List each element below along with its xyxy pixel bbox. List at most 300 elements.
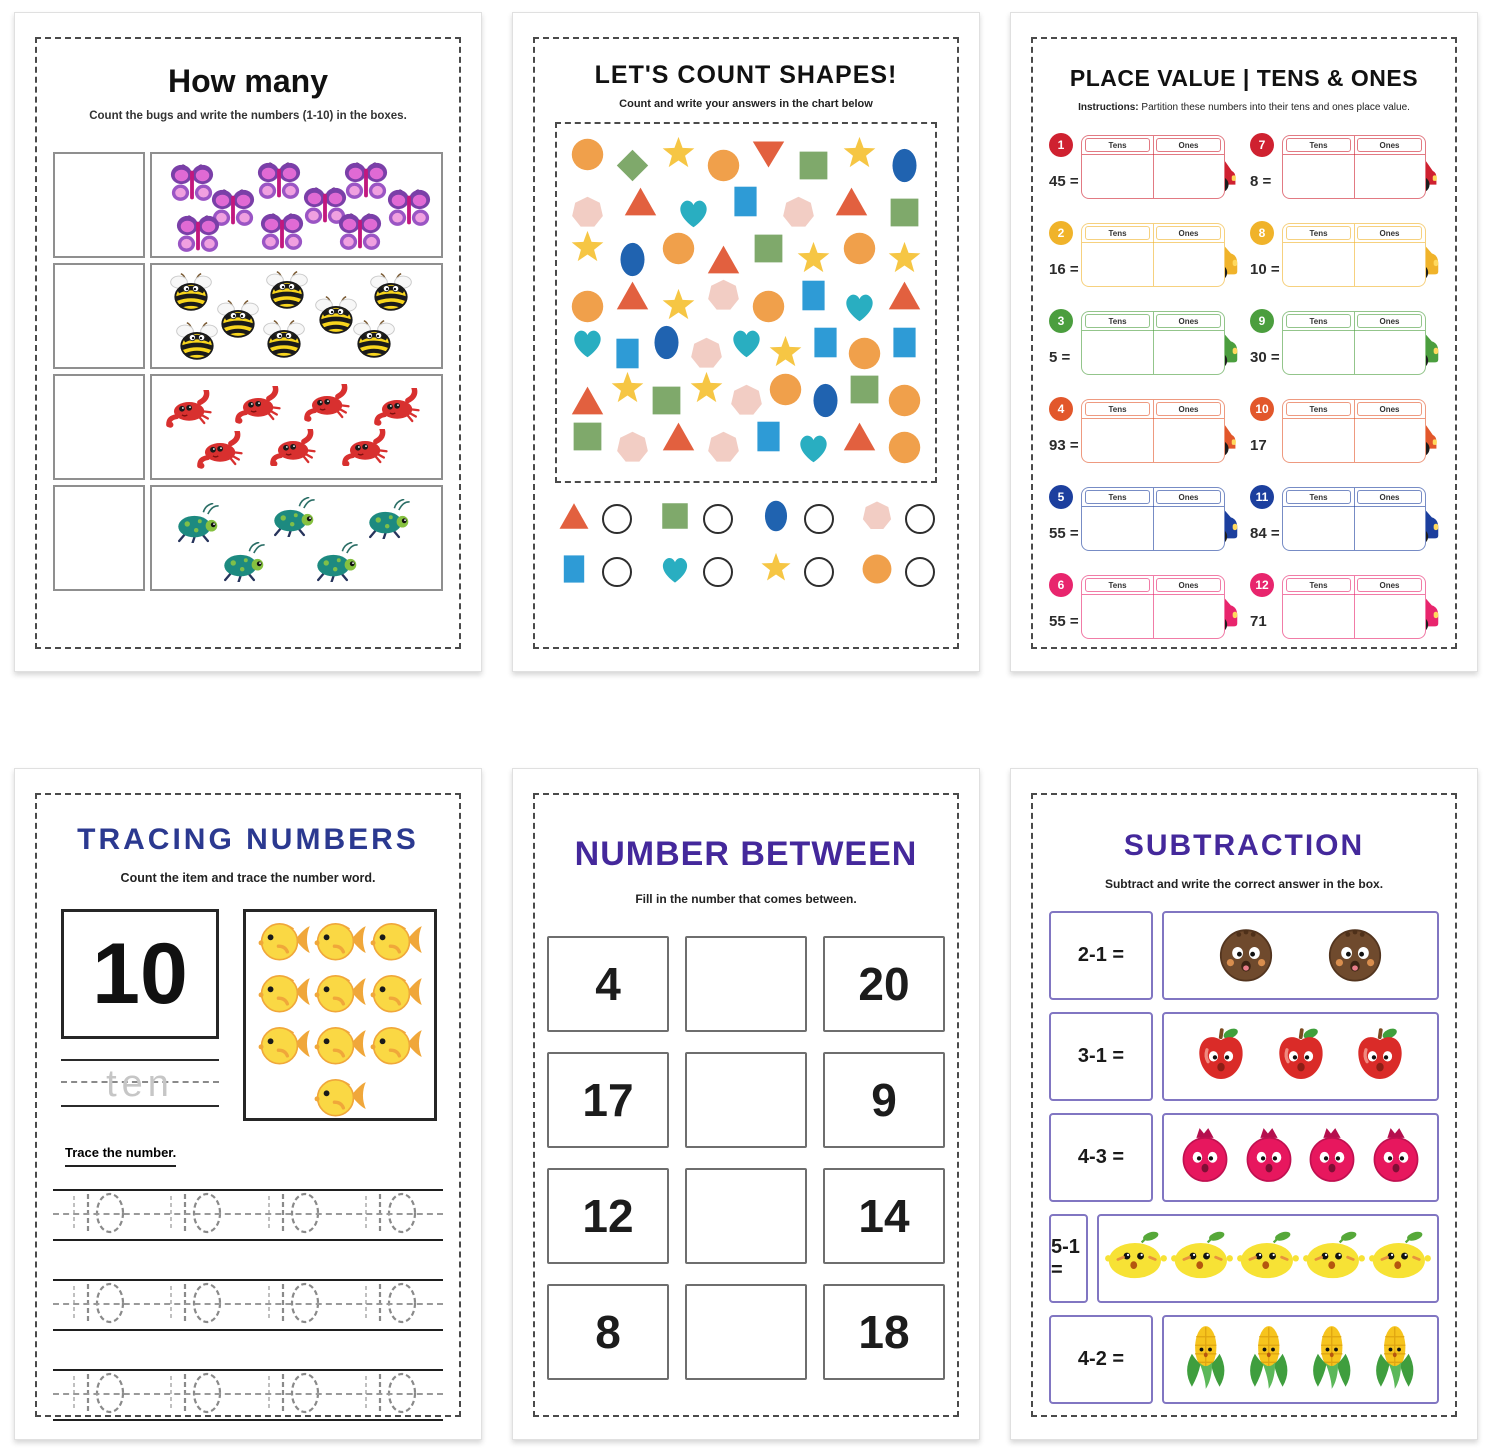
number-between-title: NUMBER BETWEEN bbox=[574, 835, 918, 873]
triangle-shape-wrap bbox=[833, 183, 870, 225]
beetle-icon bbox=[268, 497, 320, 537]
pomegranate-wrap bbox=[1369, 1126, 1423, 1189]
circle-shape-icon bbox=[569, 288, 606, 325]
place-value-item-7 bbox=[1250, 127, 1439, 211]
trace-line-2 bbox=[53, 1279, 443, 1331]
number-cell: 18 bbox=[823, 1284, 945, 1380]
item-number-badge: 10 bbox=[1250, 397, 1274, 421]
coconut-items-box bbox=[1162, 911, 1439, 1000]
fish-row-1 bbox=[256, 916, 424, 968]
heptagon-shape-icon bbox=[688, 335, 725, 372]
apple-icon bbox=[1274, 1025, 1328, 1083]
place-value-problem: 55 = bbox=[1049, 525, 1079, 542]
coconut-icon bbox=[1216, 923, 1276, 983]
star-shape-icon bbox=[795, 241, 832, 278]
answer-circle-triangle bbox=[602, 504, 632, 534]
place-value-grid bbox=[1049, 127, 1439, 651]
lemon-wrap bbox=[1235, 1230, 1301, 1287]
circle-shape-wrap bbox=[705, 147, 742, 189]
fish-icon bbox=[312, 1072, 368, 1119]
beetle-icon-wrap bbox=[311, 542, 363, 587]
tens-header: Tens bbox=[1085, 226, 1150, 240]
butterfly-icon bbox=[256, 160, 302, 204]
beetle-icon bbox=[363, 499, 415, 539]
bee-icon-wrap bbox=[259, 318, 309, 366]
place-value-item-9 bbox=[1250, 303, 1439, 387]
answer-circle-square bbox=[703, 504, 733, 534]
circle-shape-wrap bbox=[886, 429, 923, 471]
traceable-number bbox=[167, 1370, 231, 1421]
butterfly-icon-wrap bbox=[343, 160, 389, 209]
place-value-item-2 bbox=[1049, 215, 1238, 299]
triangle-shape-wrap bbox=[705, 241, 742, 283]
heptagon-shape-icon bbox=[569, 194, 606, 231]
big-number-box: 10 bbox=[61, 909, 219, 1039]
fish-wrap bbox=[368, 968, 424, 1020]
subtraction-frame bbox=[1031, 793, 1457, 1417]
oval-shape-icon bbox=[759, 499, 793, 533]
tens-ones-table bbox=[1282, 135, 1426, 199]
star-shape-wrap bbox=[688, 371, 725, 413]
bugs-cell-beetle bbox=[150, 485, 443, 591]
beetle-icon bbox=[172, 503, 224, 543]
corn-wrap bbox=[1370, 1324, 1420, 1395]
worksheet-count-shapes bbox=[512, 12, 980, 672]
rect-answer-pair bbox=[557, 552, 632, 591]
rect-shape-icon bbox=[807, 324, 844, 361]
item-number-badge: 9 bbox=[1250, 309, 1274, 333]
square-shape-wrap bbox=[886, 194, 923, 236]
answer-circle-heart bbox=[703, 557, 733, 587]
triangle-shape-icon bbox=[705, 241, 742, 278]
place-value-instructions bbox=[1049, 102, 1439, 113]
ones-header: Ones bbox=[1156, 138, 1221, 152]
butterfly-icon bbox=[169, 162, 215, 206]
butterfly-icon-wrap bbox=[169, 162, 215, 211]
bee-icon-wrap bbox=[172, 320, 222, 368]
rect-shape-wrap bbox=[807, 324, 844, 366]
trace-10-icon bbox=[70, 1370, 134, 1416]
tens-header: Tens bbox=[1085, 138, 1150, 152]
tracing-subtitle: Count the item and trace the number word. bbox=[120, 871, 376, 885]
tens-ones-table bbox=[1081, 223, 1225, 287]
bugs-cell-butterfly bbox=[150, 152, 443, 258]
number-cell: 9 bbox=[823, 1052, 945, 1148]
trace-line-1 bbox=[53, 1189, 443, 1241]
item-number-badge: 1 bbox=[1049, 133, 1073, 157]
table-divider-line bbox=[1354, 312, 1355, 374]
oval-answer-pair bbox=[759, 499, 834, 538]
circle-shape-wrap bbox=[860, 552, 894, 591]
bee-icon-wrap bbox=[166, 271, 216, 319]
how-many-row-crab bbox=[53, 374, 443, 480]
item-number-badge: 4 bbox=[1049, 397, 1073, 421]
heptagon-shape-wrap bbox=[705, 277, 742, 319]
blank-answer-cell bbox=[685, 936, 807, 1032]
blank-answer-cell bbox=[685, 1168, 807, 1264]
place-value-problem: 17 bbox=[1250, 437, 1267, 454]
crab-icon bbox=[340, 429, 392, 466]
butterfly-icon bbox=[259, 211, 305, 255]
fish-row-2 bbox=[256, 968, 424, 1020]
instructions-text: Partition these numbers into their tens and ones place value. bbox=[1138, 102, 1410, 113]
number-between-grid bbox=[551, 936, 941, 1380]
tens-header: Tens bbox=[1286, 578, 1351, 592]
circle-shape-wrap bbox=[767, 371, 804, 413]
number-cell: 14 bbox=[823, 1168, 945, 1264]
answer-circle-oval bbox=[804, 504, 834, 534]
tens-ones-table bbox=[1282, 487, 1426, 551]
butterfly-icon bbox=[337, 211, 383, 255]
traceable-number bbox=[362, 1370, 426, 1421]
answer-chart-row-2 bbox=[557, 552, 935, 591]
fish-wrap bbox=[256, 916, 312, 968]
oval-shape-icon bbox=[886, 147, 923, 184]
coconut-wrap bbox=[1216, 923, 1276, 988]
place-value-item-10 bbox=[1250, 391, 1439, 475]
shapes-row-1 bbox=[567, 136, 925, 183]
fish-icon bbox=[368, 916, 424, 963]
beetle-icon bbox=[218, 542, 270, 582]
oval-shape-wrap bbox=[614, 241, 651, 283]
star-shape-wrap bbox=[767, 335, 804, 377]
circle-shape-icon bbox=[860, 552, 894, 586]
beetle-icon-wrap bbox=[363, 499, 415, 544]
tens-header: Tens bbox=[1085, 578, 1150, 592]
subtraction-rows bbox=[1049, 911, 1439, 1404]
fish-icon bbox=[312, 916, 368, 963]
fish-wrap bbox=[256, 968, 312, 1020]
item-number-badge: 6 bbox=[1049, 573, 1073, 597]
fish-row-4 bbox=[256, 1072, 424, 1124]
fish-row-3 bbox=[256, 1020, 424, 1072]
table-divider-line bbox=[1354, 576, 1355, 638]
butterfly-icon bbox=[175, 213, 221, 257]
bee-icon-wrap bbox=[262, 269, 312, 317]
corn-wrap bbox=[1181, 1324, 1231, 1395]
shapes-scatter-box bbox=[555, 122, 937, 483]
trace-rows bbox=[53, 1189, 443, 1421]
trace-10-icon bbox=[167, 1280, 231, 1326]
heptagon-shape-icon bbox=[728, 382, 765, 419]
tens-ones-table bbox=[1081, 399, 1225, 463]
lemon-wrap bbox=[1169, 1230, 1235, 1287]
ones-header: Ones bbox=[1357, 490, 1422, 504]
table-divider-line bbox=[1354, 136, 1355, 198]
tens-ones-table bbox=[1081, 487, 1225, 551]
heart-shape-wrap bbox=[675, 194, 712, 236]
heptagon-shape-icon bbox=[780, 194, 817, 231]
fish-wrap bbox=[312, 1072, 368, 1124]
tracing-left-column bbox=[61, 909, 219, 1121]
how-many-row-butterfly bbox=[53, 152, 443, 258]
place-value-problem: 30 = bbox=[1250, 349, 1280, 366]
heart-answer-pair bbox=[658, 552, 733, 591]
tens-header: Tens bbox=[1085, 314, 1150, 328]
ones-header: Ones bbox=[1357, 578, 1422, 592]
star-shape-icon bbox=[767, 335, 804, 372]
heart-shape-icon bbox=[841, 288, 878, 325]
star-shape-wrap bbox=[609, 371, 646, 413]
triangle-shape-wrap bbox=[557, 499, 591, 538]
shapes-row-2 bbox=[567, 183, 925, 230]
place-value-item-4 bbox=[1049, 391, 1238, 475]
heptagon-shape-wrap bbox=[860, 499, 894, 538]
bee-icon bbox=[166, 271, 216, 314]
star-shape-wrap bbox=[886, 241, 923, 283]
place-value-problem: 84 = bbox=[1250, 525, 1280, 542]
oval-shape-wrap bbox=[886, 147, 923, 189]
tracing-top-section bbox=[53, 909, 443, 1121]
number-between-row-1 bbox=[547, 936, 945, 1032]
tens-ones-table bbox=[1081, 575, 1225, 639]
lemon-icon bbox=[1169, 1230, 1235, 1282]
shapes-row-3 bbox=[567, 230, 925, 277]
traceable-number bbox=[362, 1190, 426, 1241]
corn-icon bbox=[1244, 1324, 1294, 1390]
circle-shape-icon bbox=[569, 136, 606, 173]
place-value-item-11 bbox=[1250, 479, 1439, 563]
place-value-item-6 bbox=[1049, 567, 1238, 651]
trace-10-icon bbox=[167, 1190, 231, 1236]
item-number-badge: 11 bbox=[1250, 485, 1274, 509]
blank-answer-cell bbox=[685, 1284, 807, 1380]
pomegranate-icon bbox=[1305, 1126, 1359, 1184]
fish-icon bbox=[256, 1020, 312, 1067]
lemon-icon bbox=[1367, 1230, 1433, 1282]
apple-wrap bbox=[1274, 1025, 1328, 1088]
worksheet-collage bbox=[14, 12, 1478, 1440]
lemon-icon bbox=[1103, 1230, 1169, 1282]
butterfly-icon-wrap bbox=[386, 187, 432, 236]
fish-count-box bbox=[243, 909, 437, 1121]
worksheet-subtraction bbox=[1010, 768, 1478, 1440]
circle-shape-icon bbox=[886, 429, 923, 466]
trace-10-icon bbox=[70, 1190, 134, 1236]
tens-ones-table bbox=[1081, 135, 1225, 199]
subtraction-row-coconut bbox=[1049, 911, 1439, 1000]
butterfly-icon-wrap bbox=[337, 211, 383, 260]
pomegranate-icon bbox=[1369, 1126, 1423, 1184]
answer-circle-circle bbox=[905, 557, 935, 587]
number-cell: 8 bbox=[547, 1284, 669, 1380]
pomegranate-wrap bbox=[1178, 1126, 1232, 1189]
place-value-problem: 55 = bbox=[1049, 613, 1079, 630]
heart-shape-wrap bbox=[569, 324, 606, 366]
table-divider-line bbox=[1354, 488, 1355, 550]
shapes-answer-chart bbox=[551, 499, 941, 591]
triangle-shape-wrap bbox=[622, 183, 659, 225]
trace-10-icon bbox=[265, 1370, 329, 1416]
corn-items-box bbox=[1162, 1315, 1439, 1404]
worksheet-number-between bbox=[512, 768, 980, 1440]
worksheet-tracing-numbers bbox=[14, 768, 482, 1440]
circle-shape-wrap bbox=[886, 382, 923, 424]
tens-header: Tens bbox=[1286, 138, 1351, 152]
heptagon-answer-pair bbox=[860, 499, 935, 538]
coconut-wrap bbox=[1325, 923, 1385, 988]
answer-circle-star bbox=[804, 557, 834, 587]
tracing-title: TRACING NUMBERS bbox=[77, 823, 419, 856]
triangle-shape-wrap bbox=[660, 418, 697, 460]
circle-shape-icon bbox=[841, 230, 878, 267]
star-shape-wrap bbox=[841, 136, 878, 178]
answer-box-butterfly bbox=[53, 152, 145, 258]
crab-icon-wrap bbox=[195, 431, 247, 473]
square-shape-icon bbox=[886, 194, 923, 231]
traceable-number bbox=[167, 1280, 231, 1331]
corn-icon bbox=[1370, 1324, 1420, 1390]
beetle-icon-wrap bbox=[218, 542, 270, 587]
crab-icon bbox=[233, 386, 285, 423]
heart-shape-wrap bbox=[658, 552, 692, 591]
heart-shape-wrap bbox=[728, 324, 765, 366]
star-shape-icon bbox=[660, 136, 697, 173]
square-shape-wrap bbox=[648, 382, 685, 424]
subtraction-row-pomegranate bbox=[1049, 1113, 1439, 1202]
apple-wrap bbox=[1194, 1025, 1248, 1088]
worksheet-place-value bbox=[1010, 12, 1478, 672]
triangle-shape-wrap bbox=[569, 382, 606, 424]
trace-10-icon bbox=[265, 1190, 329, 1236]
subtraction-row-lemon bbox=[1049, 1214, 1439, 1303]
diamond-shape-wrap bbox=[614, 147, 651, 189]
table-divider-line bbox=[1354, 224, 1355, 286]
tens-header: Tens bbox=[1085, 490, 1150, 504]
traceable-number bbox=[70, 1280, 134, 1331]
lemon-wrap bbox=[1301, 1230, 1367, 1287]
heart-shape-icon bbox=[675, 194, 712, 231]
blank-answer-cell bbox=[685, 1052, 807, 1148]
triangle-shape-wrap bbox=[841, 418, 878, 460]
butterfly-icon bbox=[343, 160, 389, 204]
bee-icon-wrap bbox=[366, 271, 416, 319]
bee-icon-wrap bbox=[349, 318, 399, 366]
how-many-rows bbox=[53, 152, 443, 591]
star-shape-icon bbox=[660, 288, 697, 325]
worksheet-how-many bbox=[14, 12, 482, 672]
place-value-item-12 bbox=[1250, 567, 1439, 651]
circle-shape-wrap bbox=[846, 335, 883, 377]
heptagon-shape-wrap bbox=[688, 335, 725, 377]
trace-10-icon bbox=[167, 1370, 231, 1416]
heptagon-shape-wrap bbox=[780, 194, 817, 236]
heart-shape-wrap bbox=[841, 288, 878, 330]
item-number-badge: 7 bbox=[1250, 133, 1274, 157]
bee-icon bbox=[259, 318, 309, 361]
star-shape-wrap bbox=[795, 241, 832, 283]
crab-icon bbox=[268, 429, 320, 466]
rect-shape-wrap bbox=[727, 183, 764, 225]
number-between-row-4 bbox=[547, 1284, 945, 1380]
heptagon-shape-wrap bbox=[569, 194, 606, 236]
circle-shape-icon bbox=[846, 335, 883, 372]
answer-circle-rect bbox=[602, 557, 632, 587]
number-between-subtitle: Fill in the number that comes between. bbox=[635, 892, 857, 906]
pomegranate-wrap bbox=[1242, 1126, 1296, 1189]
tens-header: Tens bbox=[1085, 402, 1150, 416]
butterfly-icon bbox=[386, 187, 432, 231]
heptagon-shape-icon bbox=[860, 499, 894, 533]
heptagon-shape-wrap bbox=[614, 429, 651, 471]
place-value-problem: 71 bbox=[1250, 613, 1267, 630]
answer-box-beetle bbox=[53, 485, 145, 591]
fish-wrap bbox=[368, 916, 424, 968]
traceable-number bbox=[167, 1190, 231, 1241]
oval-shape-icon bbox=[614, 241, 651, 278]
place-value-frame bbox=[1031, 37, 1457, 649]
heart-shape-icon bbox=[795, 429, 832, 466]
ones-header: Ones bbox=[1357, 138, 1422, 152]
place-value-problem: 45 = bbox=[1049, 173, 1079, 190]
answer-box-crab bbox=[53, 374, 145, 480]
ones-header: Ones bbox=[1156, 226, 1221, 240]
number-cell: 20 bbox=[823, 936, 945, 1032]
ones-header: Ones bbox=[1357, 314, 1422, 328]
bee-icon bbox=[262, 269, 312, 312]
table-divider-line bbox=[1153, 488, 1154, 550]
place-value-problem: 16 = bbox=[1049, 261, 1079, 278]
tens-ones-table bbox=[1282, 399, 1426, 463]
subtraction-row-corn bbox=[1049, 1315, 1439, 1404]
crab-icon-wrap bbox=[340, 429, 392, 471]
tens-ones-table bbox=[1282, 223, 1426, 287]
apple-icon bbox=[1353, 1025, 1407, 1083]
beetle-icon-wrap bbox=[172, 503, 224, 548]
crab-icon-wrap bbox=[372, 388, 424, 430]
heart-shape-wrap bbox=[795, 429, 832, 471]
corn-icon bbox=[1307, 1324, 1357, 1390]
number-between-frame bbox=[533, 793, 959, 1417]
square-shape-icon bbox=[648, 382, 685, 419]
shapes-row-6 bbox=[567, 371, 925, 418]
beetle-icon bbox=[311, 542, 363, 582]
trace-number-label: Trace the number. bbox=[65, 1145, 176, 1167]
how-many-title: How many bbox=[167, 63, 329, 99]
oval-shape-wrap bbox=[648, 324, 685, 366]
square-shape-icon bbox=[658, 499, 692, 533]
item-number-badge: 8 bbox=[1250, 221, 1274, 245]
bee-icon bbox=[366, 271, 416, 314]
square-shape-wrap bbox=[795, 147, 832, 189]
traceable-number bbox=[70, 1370, 134, 1421]
beetle-icon-wrap bbox=[268, 497, 320, 542]
shapes-row-7 bbox=[567, 418, 925, 465]
lemon-icon bbox=[1301, 1230, 1367, 1282]
how-many-row-beetle bbox=[53, 485, 443, 591]
subtraction-subtitle: Subtract and write the correct answer in the box. bbox=[1104, 877, 1384, 891]
lemon-items-box bbox=[1097, 1214, 1439, 1303]
place-value-item-5 bbox=[1049, 479, 1238, 563]
rect-shape-icon bbox=[886, 324, 923, 361]
lemon-icon bbox=[1235, 1230, 1301, 1282]
circle-shape-icon bbox=[886, 382, 923, 419]
number-cell: 4 bbox=[547, 936, 669, 1032]
number-between-row-3 bbox=[547, 1168, 945, 1264]
bee-icon bbox=[349, 318, 399, 361]
rect-shape-wrap bbox=[557, 552, 591, 591]
table-divider-line bbox=[1354, 400, 1355, 462]
place-value-problem: 10 = bbox=[1250, 261, 1280, 278]
answer-circle-heptagon bbox=[905, 504, 935, 534]
number-cell: 17 bbox=[547, 1052, 669, 1148]
crab-icon-wrap bbox=[268, 429, 320, 471]
fish-icon bbox=[368, 968, 424, 1015]
instructions-label: Instructions: bbox=[1078, 102, 1139, 113]
answer-box-bee bbox=[53, 263, 145, 369]
bee-icon bbox=[172, 320, 222, 363]
subtraction-problem: 3-1 = bbox=[1049, 1012, 1153, 1101]
